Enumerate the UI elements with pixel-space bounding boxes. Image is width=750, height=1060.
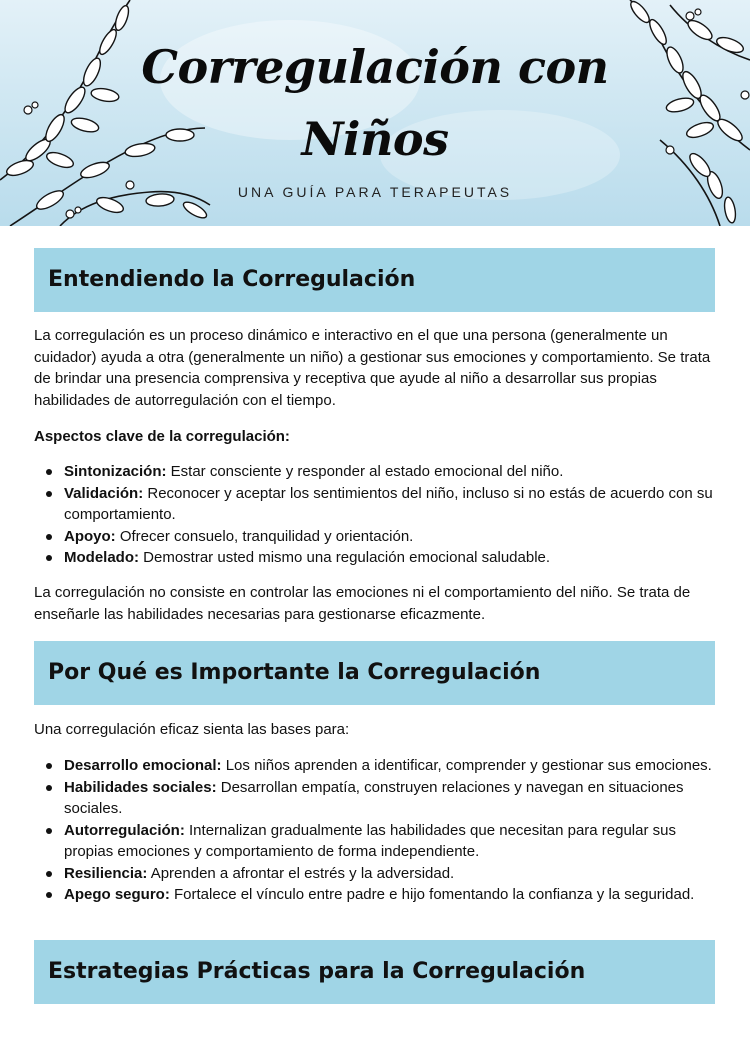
section-closing-paragraph: La corregulación no consiste en controlar las emociones ni el comportamiento del niño. Se trata de enseñarle las habilidades necesarias para gestionarse eficazmente. [34, 584, 691, 623]
page-subtitle: UNA GUÍA PARA TERAPEUTAS [237, 184, 513, 200]
list-item: Modelado: Demostrar usted mismo una regulación emocional saludable. [34, 547, 716, 569]
list-item: Sintonización: Estar consciente y responder al estado emocional del niño. [34, 461, 716, 483]
section-heading: Entendiendo la Corregulación [48, 267, 416, 292]
section-header-importance [34, 641, 715, 705]
section-header-strategies [34, 940, 715, 1004]
page-title-line2: Niños [301, 112, 449, 166]
section-header-understanding [34, 248, 715, 312]
key-aspects-list [34, 461, 716, 569]
list-item: Apoyo: Ofrecer consuelo, tranquilidad y orientación. [34, 526, 716, 548]
list-item: Autorregulación: Internalizan gradualmente las habilidades que necesitan para regular sus propias emociones y comportamiento de forma independiente. [34, 820, 716, 863]
list-item: Habilidades sociales: Desarrollan empatía, construyen relaciones y navegan en situaciones sociales. [34, 777, 716, 820]
section-heading: Estrategias Prácticas para la Corregulación [48, 959, 586, 984]
section-heading: Por Qué es Importante la Corregulación [48, 660, 541, 685]
section-intro-paragraph: Una corregulación eficaz sienta las bases para: [34, 721, 350, 738]
list-item: Resiliencia: Aprenden a afrontar el estrés y la adversidad. [34, 863, 716, 885]
key-aspects-title: Aspectos clave de la corregulación: [34, 428, 290, 445]
list-item: Desarrollo emocional: Los niños aprenden a identificar, comprender y gestionar sus emociones. [34, 755, 716, 777]
importance-list [34, 755, 716, 906]
page-header [0, 0, 750, 226]
page-title-line1: Corregulación con [141, 40, 609, 94]
list-item: Apego seguro: Fortalece el vínculo entre padre e hijo fomentando la confianza y la seguridad. [34, 884, 716, 906]
section-intro-paragraph: La corregulación es un proceso dinámico e interactivo en el que una persona (generalmente un cuidador) ayuda a otra (generalmente un niño) a gestionar sus emociones y comportamiento. Se trata de brindar una presencia comprensiva y receptiva que ayude al niño a desarrollar sus propias habilidades de autorregulación con el tiempo. [34, 327, 711, 409]
list-item: Validación: Reconocer y aceptar los sentimientos del niño, incluso si no estás de acuerdo con su comportamiento. [34, 483, 716, 526]
